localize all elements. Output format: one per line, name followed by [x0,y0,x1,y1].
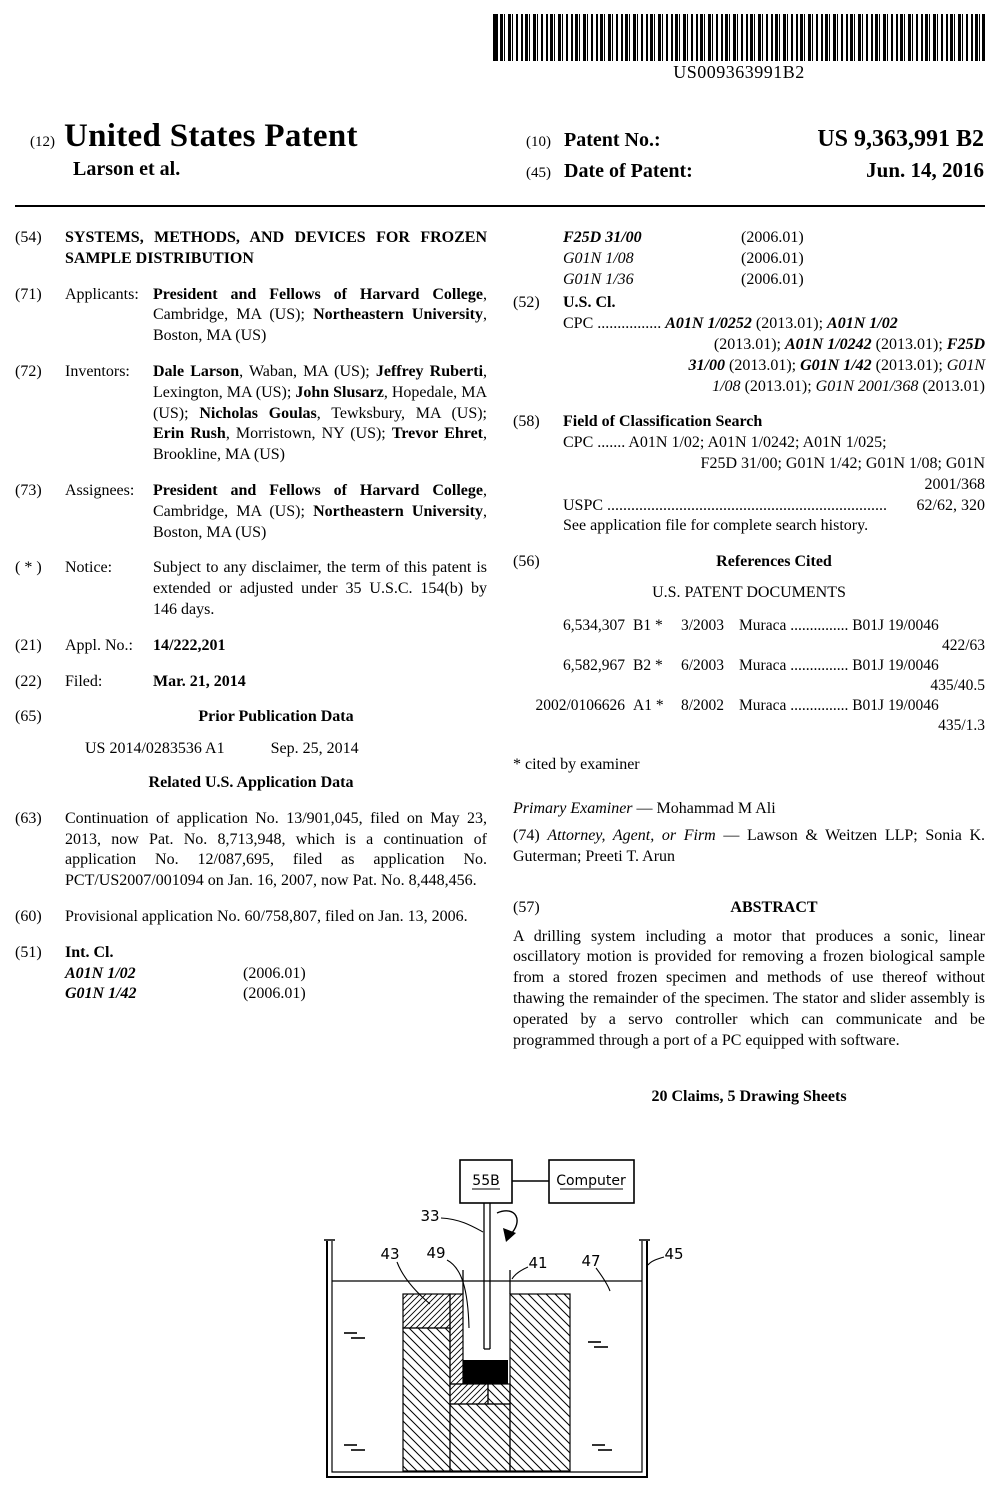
ref-class2: 435/40.5 [930,677,985,695]
drawing-figure [300,1156,700,1501]
field-cpc-line: F25D 31/00; G01N 1/42; G01N 1/08; G01N [700,454,985,472]
applicants-text: President and Fellows of Harvard College, Cambridge, MA (US); Northeastern University, Boston, MA (US) [153,285,487,345]
controller-label: 55B [472,1173,500,1189]
header [30,118,984,188]
cpc-line: 1/08 (2013.01); G01N 2001/368 (2013.01) [712,377,985,395]
cpc-line: (2013.01); A01N 1/0242 (2013.01); F25D [713,335,985,353]
ref-class: B01J 19/0046 [852,616,939,634]
search-history-note: See application file for complete search history. [563,517,869,535]
frozen-sample [463,1360,508,1384]
int-cl-entry [563,270,985,291]
class-code: G01N 1/42 [65,985,137,1003]
appl-no-label: Appl. No.: [65,636,133,654]
ref-numeral-49: 49 [426,1244,446,1262]
cited-by-examiner-note: * cited by examiner [513,755,640,773]
assignees-text: President and Fellows of Harvard College, Cambridge, MA (US); Northeastern University, Boston, MA (US) [153,481,487,541]
ref-numeral-43: 43 [380,1245,400,1263]
class-version: (2006.01) [243,964,306,982]
field-search-heading: Field of Classification Search [563,413,763,431]
publication-date: Sep. 25, 2014 [270,740,359,758]
barcode-block [493,14,985,83]
class-code: F25D 31/00 [563,229,642,246]
ref-date: 3/2003 [681,616,725,634]
references-heading-row [513,552,985,573]
dot-leader: ...................................................................... [607,496,888,514]
filed-section [15,672,487,693]
inid-12: (12) [30,134,55,150]
uspc-label: USPC [563,496,604,514]
ref-patent-no: 6,534,307 [563,616,625,634]
filed-value: Mar. 21, 2014 [153,672,246,690]
provisional-section [15,907,487,928]
figure-drawing [300,1156,700,1496]
table-row [513,616,985,656]
dot-leader: ............... [790,697,849,715]
ref-class2: 435/1.3 [938,717,985,735]
barcode-number: US009363991B2 [673,62,805,82]
oscillation-arrow-icon [497,1211,517,1242]
related-data-heading: Related U.S. Application Data [148,773,354,791]
abstract-heading: ABSTRACT [730,898,818,916]
document-type: United States Patent [64,118,358,154]
controller-box [460,1160,512,1203]
continuation-section [15,809,487,892]
table-row [513,656,985,696]
references-heading: References Cited [716,553,832,571]
attorney-line: (74) Attorney, Agent, or Firm — Lawson & Weitzen LLP; Sonia K. Guterman; Preeti T. Arun [513,827,986,865]
ref-date: 8/2002 [681,697,725,715]
ref-kind-code: B2 * [633,657,663,675]
uspc-line [563,496,985,517]
continuation-text: Continuation of application No. 13/901,045, filed on May 23, 2013, now Pat. No. 8,713,948, which is a continuation of application No. 12/087,695, filed as application No. PCT/US2007/001094 on Jan. 16, 2007, now Pat. No. 8,448,456. [65,809,487,890]
prior-pub-heading: Prior Publication Data [198,708,354,726]
inventors-label: Inventors: [65,362,130,380]
notice-text: Subject to any disclaimer, the term of this patent is extended or adjusted under 35 U.S.C. 154(b) by 146 days. [153,559,487,618]
us-patent-documents-heading: U.S. PATENT DOCUMENTS [652,583,846,601]
int-cl-entry [563,249,985,270]
field-cpc-line: 2001/368 [924,475,985,493]
ref-patent-no: 6,582,967 [563,657,625,675]
int-cl-section [15,943,487,1005]
table-row [513,696,985,736]
int-cl-entry [563,228,985,249]
ref-name: Muraca [739,697,787,715]
field-search-section [513,412,985,537]
ref-patent-no: 2002/0106626 [535,697,625,715]
ref-date: 6/2003 [681,657,725,675]
abstract-text: A drilling system including a motor that produces a sonic, linear oscillatory motion is provided for removing a frozen biological sample from a stored frozen specimen and methods of use thereof without thawing the remainder of the specimen. The stator and slider assembly is operated by a servo controller which can communicate and be programmed through a port of a PC equipped with software. [513,927,985,1049]
inid-63: (63) [15,809,42,827]
int-cl-entry [65,984,487,1005]
ref-class2: 422/63 [941,636,985,654]
int-cl-continued [563,228,985,290]
notice-label: Notice: [65,559,113,577]
drill-rod [484,1203,490,1349]
inid-21: (21) [15,636,42,654]
assignees-section [15,481,487,543]
ref-numeral-41: 41 [528,1254,548,1272]
ref-numeral-45: 45 [664,1245,684,1263]
inid-60: (60) [15,907,42,925]
inid-51: (51) [15,943,42,961]
ref-numeral-47: 47 [581,1252,601,1270]
date-of-patent: Jun. 14, 2016 [866,158,984,182]
inid-56: (56) [513,553,540,571]
cpc-line: CPC ................ A01N 1/0252 (2013.01); A01N 1/02 [563,315,898,333]
appl-no-value: 14/222,201 [153,636,226,654]
inid-10: (10) [526,134,551,150]
provisional-text: Provisional application No. 60/758,807, filed on Jan. 13, 2006. [65,907,468,925]
applicants-label: Applicants: [65,285,139,303]
header-divider [15,205,985,207]
cpc-line: 31/00 (2013.01); G01N 1/42 (2013.01); G01N [688,356,985,374]
inid-54: (54) [15,229,42,246]
class-version: (2006.01) [741,249,804,267]
class-code: G01N 1/08 [563,249,634,267]
abstract-heading-row [513,898,985,919]
class-code: G01N 1/36 [563,270,634,288]
title-section [15,228,487,270]
invention-title: SYSTEMS, METHODS, AND DEVICES FOR FROZEN SAMPLE DISTRIBUTION [65,229,487,267]
computer-label: Computer [556,1173,626,1189]
inid-58: (58) [513,413,540,431]
inventors-text: Dale Larson, Waban, MA (US); Jeffrey Ruberti, Lexington, MA (US); John Slusarz, Hopedale, MA (US); Nicholas Goulas, Tewksbury, MA (US); Erin Rush, Morristown, NY (US); Trevor Ehret, Brookline, MA (US) [153,362,488,464]
primary-examiner-line: Primary Examiner — Mohammad M Ali [513,800,776,818]
ref-name: Muraca [739,657,787,675]
uspc-value: 62/62, 320 [916,496,985,514]
sample-well-walls [463,1270,510,1294]
ref-name: Muraca [739,616,787,634]
class-version: (2006.01) [243,985,306,1003]
filed-label: Filed: [65,672,103,690]
computer-box [549,1160,634,1203]
barcode-image [493,14,985,61]
claims-drawing-sheets-line: 20 Claims, 5 Drawing Sheets [651,1088,847,1106]
bibliographic-columns [15,228,985,1108]
inid-57: (57) [513,898,540,916]
int-cl-heading: Int. Cl. [65,943,114,961]
int-cl-entry [65,964,487,985]
dot-leader: ............... [790,657,849,675]
prior-pub-line [85,739,487,760]
inid-73: (73) [15,481,42,499]
us-cl-heading: U.S. Cl. [563,294,616,312]
ref-kind-code: A1 * [633,697,664,715]
references-table [513,616,985,737]
right-column [513,228,985,1108]
header-right [526,118,984,188]
notice-asterisk: ( * ) [15,559,42,577]
patent-no-label: Patent No.: [564,129,661,151]
class-version: (2006.01) [741,270,804,288]
dot-leader: ............... [790,616,849,634]
ref-class: B01J 19/0046 [852,657,939,675]
inid-65: (65) [15,708,42,726]
inid-22: (22) [15,672,42,690]
ref-class: B01J 19/0046 [852,697,939,715]
header-left [30,118,358,188]
publication-number: US 2014/0283536 A1 [85,740,225,758]
notice-section [15,558,487,620]
left-column [15,228,487,1108]
ref-kind-code: B1 * [633,616,663,634]
inid-71: (71) [15,285,42,303]
prior-pub-heading-row [15,707,487,728]
assignees-label: Assignees: [65,481,135,499]
applicants-section [15,285,487,347]
us-cl-section [513,293,985,397]
date-of-patent-label: Date of Patent: [564,160,693,182]
class-code: A01N 1/02 [65,964,136,982]
appl-no-section [15,636,487,657]
ref-numeral-33: 33 [420,1207,440,1225]
inventors-section [15,362,487,466]
patent-number: US 9,363,991 B2 [817,126,984,152]
field-cpc-line: CPC ....... A01N 1/02; A01N 1/0242; A01N 1/025; [563,434,887,452]
inid-52: (52) [513,294,540,312]
inid-72: (72) [15,362,42,380]
inid-45: (45) [526,165,551,181]
class-version: (2006.01) [741,229,804,246]
first-named-inventor: Larson et al. [73,158,181,180]
